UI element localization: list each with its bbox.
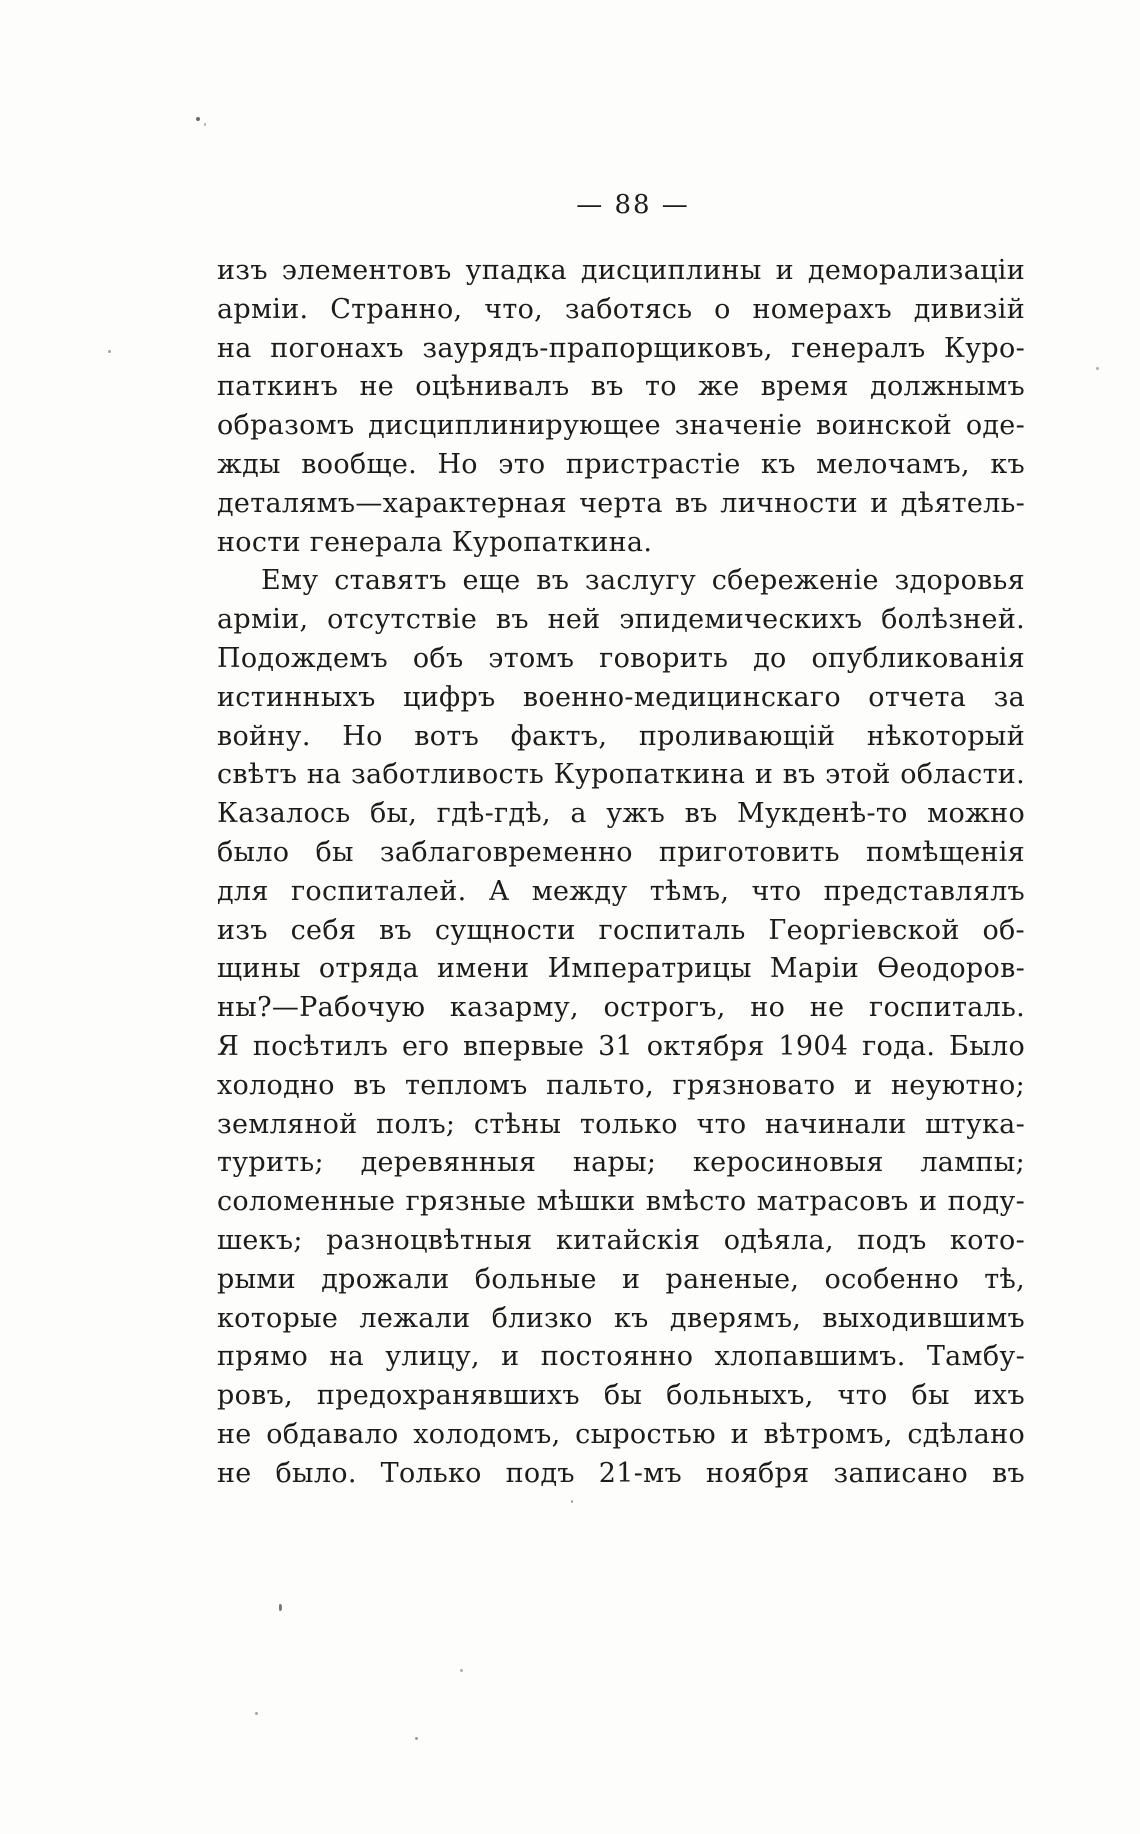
text-line: свѣтъ на заботливость Куропаткина и въ этой области. — [217, 759, 1025, 791]
text-block — [217, 252, 1025, 1494]
text-line: ны?—Рабочую казарму, острогъ, но не госпиталь. — [217, 992, 1025, 1024]
text-line: образомъ дисциплинирующее значеніе воинской оде- — [217, 410, 1025, 442]
scan-speck — [415, 1737, 418, 1740]
text-line: Подождемъ объ этомъ говорить до опубликованія — [217, 642, 1025, 674]
scan-speck — [196, 117, 200, 121]
text-line: на погонахъ заурядъ-прапорщиковъ, генералъ Куро- — [217, 332, 1025, 364]
text-line: истинныхъ цифръ военно-медицинскаго отчета за — [217, 681, 1025, 713]
text-line: жды вообще. Но это пристрастіе къ мелочамъ, къ — [217, 448, 1025, 480]
scan-speck — [204, 123, 206, 126]
text-line: паткинъ не оцѣнивалъ въ то же время должнымъ — [217, 371, 1025, 403]
text-line: прямо на улицу, и постоянно хлопавшимъ. Тамбу- — [217, 1341, 1025, 1373]
scan-speck — [460, 1669, 463, 1672]
text-line: Я посѣтилъ его впервые 31 октября 1904 года. Было — [217, 1030, 1025, 1062]
text-line: не обдавало холодомъ, сыростью и вѣтромъ, сдѣлано — [217, 1418, 1025, 1450]
text-line: войну. Но вотъ фактъ, проливающій нѣкоторый — [217, 720, 1025, 752]
text-line: ности генерала Куропаткина. — [217, 526, 653, 558]
text-line: изъ себя въ сущности госпиталь Георгіевской об- — [217, 914, 1025, 946]
text-line: соломенные грязные мѣшки вмѣсто матрасовъ и поду- — [217, 1186, 1025, 1218]
scan-speck — [1096, 367, 1099, 370]
text-line: холодно въ тепломъ пальто, грязновато и неуютно; — [217, 1069, 1025, 1101]
text-line: Ему ставятъ еще въ заслугу сбереженіе здоровья — [261, 565, 1025, 597]
scan-speck — [108, 350, 111, 353]
text-line: шекъ; разноцвѣтныя китайскія одѣяла, подъ кото- — [217, 1224, 1025, 1256]
text-line: для госпиталей. А между тѣмъ, что представлялъ — [217, 875, 1025, 907]
text-line: деталямъ—характерная черта въ личности и дѣятель- — [217, 487, 1025, 519]
text-line: Казалось бы, гдѣ-гдѣ, а ужъ въ Мукденѣ-то можно — [217, 798, 1025, 830]
text-line: арміи, отсутствіе въ ней эпидемическихъ болѣзней. — [217, 604, 1025, 636]
text-line: ровъ, предохранявшихъ бы больныхъ, что бы ихъ — [217, 1380, 1025, 1412]
page-number: — 88 — — [576, 190, 690, 220]
text-line: щины отряда имени Императрицы Маріи Ѳеодоров- — [217, 953, 1025, 985]
text-line: не было. Только подъ 21-мъ ноября записано въ — [217, 1457, 1025, 1489]
text-line: рыми дрожали больные и раненые, особенно тѣ, — [217, 1263, 1025, 1295]
text-line: турить; деревянныя нары; керосиновыя лампы; — [217, 1147, 1025, 1179]
text-line: которые лежали близко къ дверямъ, выходившимъ — [217, 1302, 1025, 1334]
text-line: изъ элементовъ упадка дисциплины и деморализаціи — [217, 255, 1025, 286]
text-line: арміи. Странно, что, заботясь о номерахъ дивизій — [217, 293, 1025, 325]
scan-speck — [255, 1712, 258, 1715]
scan-speck — [571, 1500, 573, 1503]
text-line: было бы заблаговременно приготовить помѣщенія — [217, 836, 1025, 868]
text-line: земляной полъ; стѣны только что начинали штука- — [217, 1108, 1025, 1140]
scan-speck — [279, 1604, 282, 1611]
